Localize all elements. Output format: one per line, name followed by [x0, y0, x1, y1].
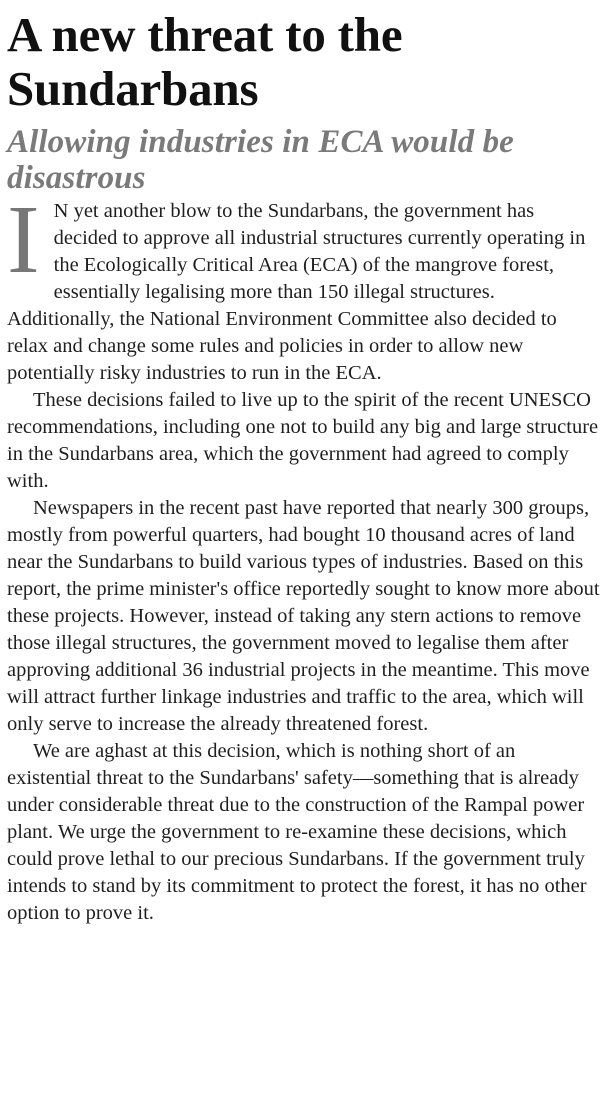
paragraph-1-text: N yet another blow to the Sundarbans, the government has decided to approve all industrial structures currently operating in the Ecologically Critical Area (ECA) of the mangrove forest, essentially legalising more than 150 illegal structures. Additionally, the National Environment Committee also decided to relax and change some rules and policies in order to allow new potentially risky industries to run in the ECA. [7, 200, 586, 384]
drop-cap: I [7, 186, 40, 294]
paragraph-3: Newspapers in the recent past have reported that nearly 300 groups, mostly from powerful quarters, had bought 10 thousand acres of land near the Sundarbans to build various types of industries. Based on this report, the prime minister's office reportedly sought to know more about these projects. However, instead of taking any stern actions to remove those illegal structures, the government moved to legalise them after approving additional 36 industrial projects in the meantime. This move will attract further linkage industries and traffic to the area, which will only serve to increase the already threatened forest. [7, 497, 600, 735]
paragraph-1 [7, 186, 600, 387]
paragraph-4: We are aghast at this decision, which is nothing short of an existential threat to the Sundarbans' safety—something that is already under considerable threat due to the construction of the Rampal power plant. We urge the government to re-examine these decisions, which could prove lethal to our precious Sundarbans. If the government truly intends to stand by its commitment to protect the forest, it has no other option to prove it. [7, 740, 587, 924]
headline: A new threat to the Sundarbans [7, 7, 403, 116]
article-body [7, 186, 600, 927]
paragraph-2: These decisions failed to live up to the spirit of the recent UNESCO recommendations, including one not to build any big and large structure in the Sundarbans area, which the government had agreed to comply with. [7, 389, 599, 492]
subheadline: Allowing industries in ECA would be disastrous [7, 124, 514, 196]
